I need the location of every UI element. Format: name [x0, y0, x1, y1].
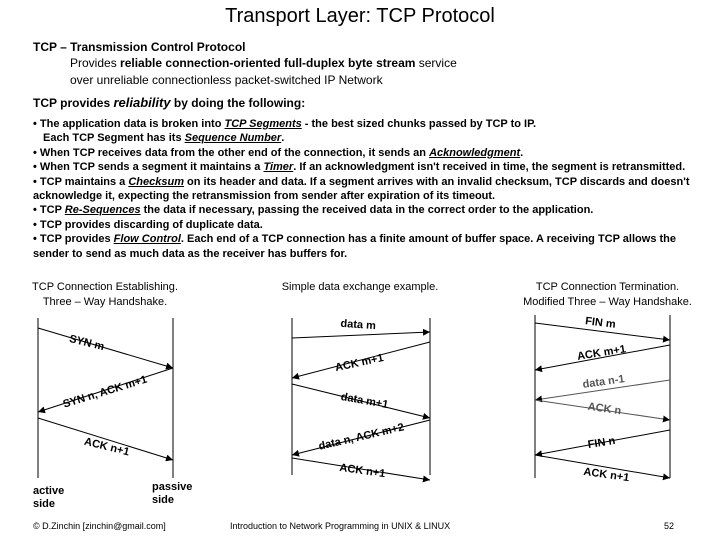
b3-post: . If an acknowledgment isn't received in time, the segment is retransmitted. — [293, 161, 686, 174]
b5-post: the data if necessary, passing the received data in the correct order to the application. — [140, 204, 594, 217]
handshake-syn-arrow — [38, 328, 173, 368]
reliability-pre: TCP provides — [33, 96, 114, 110]
active-side-label — [33, 485, 64, 511]
b1-post: - the best sized chunks passed by TCP to IP. — [301, 118, 537, 130]
b1-line2-pre: Each TCP Segment has its — [43, 132, 185, 145]
intro-line-1-bold: reliable connection-oriented full-duplex byte stream — [120, 56, 416, 70]
b3-term: Timer — [263, 161, 294, 174]
termination-msg-ack-n: ACK n — [586, 400, 622, 418]
b1-term: TCP Segments — [224, 118, 302, 130]
footer-author: © D.Zinchin [zinchin@gmail.com] — [33, 521, 166, 531]
b1-line2-post: . — [281, 132, 285, 145]
b2-pre: • When TCP receives data from the other end of the connection, it sends an — [33, 146, 430, 159]
active-label-1: active — [33, 485, 65, 497]
exchange-caption: Simple data exchange example. — [281, 281, 439, 293]
termination-msg-fin-n: FIN n — [587, 434, 617, 452]
reliability-em: reliability — [113, 95, 171, 110]
passive-side-label — [152, 481, 192, 507]
exchange-msg-data-m1: data m+1 — [339, 390, 390, 412]
termination-caption-2: Modified Three – Way Handshake. — [523, 296, 692, 308]
intro-line-2: over unreliable connectionless packet-switched IP Network — [70, 73, 383, 87]
reliability-post: by doing the following: — [170, 96, 306, 110]
passive-label-1: passive — [152, 481, 193, 493]
exchange-msg-data-m: data m — [340, 317, 377, 333]
footer-course: Introduction to Network Programming in UNIX & LINUX — [230, 521, 451, 531]
termination-msg-data: data n-1 — [581, 373, 626, 391]
handshake-msg-syn: SYN m — [68, 332, 106, 354]
passive-label-2: side — [152, 494, 175, 506]
b2-post: . — [520, 146, 524, 159]
slide-title: Transport Layer: TCP Protocol — [225, 5, 495, 27]
b7-pre: • TCP provides — [33, 233, 114, 246]
b4-term: Checksum — [128, 175, 184, 188]
exchange-diagram — [292, 318, 430, 480]
handshake-caption-1: TCP Connection Establishing. — [32, 281, 178, 293]
b2-term: Acknowledgment — [429, 146, 521, 159]
bullet-duplicates: • TCP provides discarding of duplicate data. — [33, 218, 263, 231]
b5-term: Re-Sequences — [64, 204, 141, 217]
exchange-msg-ack-m1: ACK m+1 — [334, 352, 385, 375]
intro-line-1-pre: Provides — [70, 56, 121, 70]
intro-heading: TCP – Transmission Control Protocol — [33, 40, 246, 54]
exchange-data-m-arrow — [292, 332, 430, 338]
exchange-msg-data-ack: data n, ACK m+2 — [317, 421, 406, 453]
b1-line2-term: Sequence Number — [184, 132, 282, 145]
intro-line-1-post: service — [415, 56, 457, 70]
b4-post: on its header and data. If a segment arrives with an invalid checksum, TCP discards and doesn't acknowledge it, expecting the retransmission from sender after expiration of its timeout. — [33, 175, 690, 203]
b4-pre: • TCP maintains a — [33, 175, 129, 188]
b5-pre: • TCP — [33, 204, 65, 217]
handshake-diagram — [38, 318, 173, 478]
termination-msg-ack-n1: ACK n+1 — [582, 465, 631, 485]
b7-post: . Each end of a TCP connection has a finite amount of buffer space. A receiving TCP allows the sender to send as much data as the receiver has buffers for. — [33, 233, 676, 260]
handshake-msg-ack: ACK n+1 — [82, 435, 131, 459]
handshake-caption-2: Three – Way Handshake. — [42, 296, 168, 308]
active-label-2: side — [33, 498, 56, 510]
exchange-msg-ack-n1: ACK n+1 — [338, 461, 387, 481]
handshake-ack-arrow — [38, 418, 173, 460]
termination-msg-fin-m: FIN m — [584, 315, 617, 331]
b7-term: Flow Control — [113, 233, 181, 246]
termination-diagram — [535, 315, 670, 484]
termination-caption-1: TCP Connection Termination. — [535, 281, 680, 293]
b3-pre: • When TCP sends a segment it maintains a — [33, 161, 264, 174]
b1-pre: • The application data is broken into — [33, 118, 225, 130]
handshake-msg-synack: SYN n, ACK m+1 — [61, 373, 149, 411]
termination-msg-ack-m1: ACK m+1 — [576, 343, 627, 363]
footer-page-number: 52 — [664, 521, 675, 531]
